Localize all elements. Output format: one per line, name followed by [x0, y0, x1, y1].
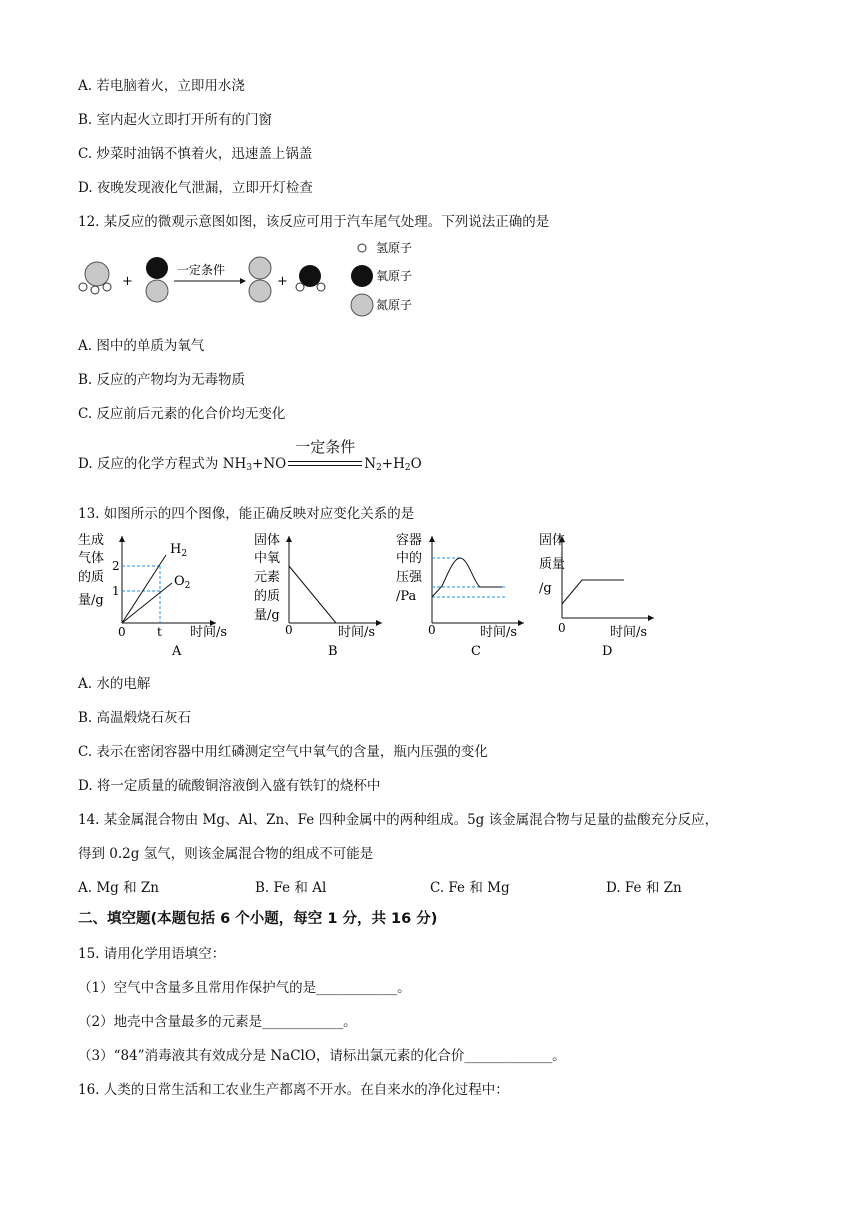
q12-stem: 12. 某反应的微观示意图如图，该反应可用于汽车尾气处理。下列说法正确的是 [78, 214, 550, 230]
svg-text:固体: 固体 [539, 533, 566, 548]
legend-hydrogen: 氢原子 [376, 241, 413, 255]
q11-option-a: A. 若电脑着火，立即用水浇 [78, 78, 245, 94]
svg-text:2: 2 [112, 559, 120, 573]
q14-option-c: C. Fe 和 Mg [430, 880, 510, 896]
svg-text:中氧: 中氧 [254, 551, 281, 566]
no-molecule [146, 257, 168, 302]
svg-text:中的: 中的 [396, 551, 423, 566]
n2-molecule [249, 257, 271, 302]
legend-nitrogen: 氮原子 [376, 298, 413, 312]
svg-text:D: D [602, 644, 613, 659]
q11-option-c: C. 炒菜时油锅不慎着火，迅速盖上锅盖 [78, 146, 313, 162]
q15-stem: 15. 请用化学用语填空： [78, 946, 226, 962]
svg-text:A: A [172, 644, 182, 659]
svg-text:/g: /g [539, 581, 552, 596]
legend-oxygen: 氧原子 [376, 269, 413, 283]
graph-b [254, 532, 382, 659]
q12-option-b: B. 反应的产物均为无毒物质 [78, 372, 246, 388]
q13-graphs [74, 528, 674, 663]
svg-text:生成: 生成 [78, 533, 105, 548]
svg-text:C: C [471, 644, 481, 659]
svg-text:H2: $H_2$ [170, 542, 188, 559]
q14-stem-line2: 得到 0.2g 氢气，则该金属混合物的组成不可能是 [78, 846, 374, 862]
q14-stem-line1: 14. 某金属混合物由 Mg、Al、Zn、Fe 四种金属中的两种组成。5g 该金属混合物与足量的盐酸充分反应， [78, 812, 719, 828]
reaction-diagram [70, 238, 450, 322]
q11-option-d: D. 夜晚发现液化气泄漏，立即开灯检查 [78, 180, 313, 196]
svg-text:t: t [157, 625, 162, 639]
svg-text:/Pa: /Pa [396, 589, 417, 604]
graph-c [396, 533, 524, 659]
svg-text:压强: 压强 [396, 570, 423, 585]
svg-text:时间/s: 时间/s [610, 625, 648, 640]
q13-option-b: B. 高温煅烧石灰石 [78, 710, 192, 726]
svg-text:质量: 质量 [539, 557, 566, 572]
svg-text:1: 1 [112, 584, 120, 598]
q16-stem: 16. 人类的日常生活和工农业生产都离不开水。在自来水的净化过程中： [78, 1082, 509, 1098]
svg-text:的质: 的质 [78, 570, 105, 585]
q12-option-d: D. 反应的化学方程式为 $NH_3+NO$ 一定条件 $N_2+H_2O$ [78, 437, 422, 473]
svg-text:B: B [328, 644, 338, 659]
plus-sign-1: + [122, 274, 133, 289]
svg-text:固体: 固体 [254, 533, 281, 548]
plus-sign-2: + [277, 274, 288, 289]
reaction-condition: 一定条件 [177, 263, 226, 277]
q15-part2: （2）地壳中含量最多的元素是____________。 [78, 1014, 357, 1030]
graph-a [78, 532, 227, 659]
q13-stem: 13. 如图所示的四个图像，能正确反映对应变化关系的是 [78, 506, 415, 522]
equation-condition: 一定条件 [288, 455, 362, 475]
svg-text:0: 0 [428, 623, 436, 637]
svg-text:时间/s: 时间/s [338, 625, 376, 640]
q12-option-a: A. 图中的单质为氧气 [78, 338, 205, 354]
svg-text:元素: 元素 [254, 570, 281, 585]
section-title: 二、填空题(本题包括 6 个小题，每空 1 分，共 16 分) [78, 911, 438, 927]
q14-option-b: B. Fe 和 Al [255, 880, 327, 896]
q14-option-d: D. Fe 和 Zn [606, 880, 682, 896]
q15-part1: （1）空气中含量多且常用作保护气的是____________。 [78, 980, 411, 996]
svg-text:量/g: 量/g [254, 608, 280, 623]
svg-text:的质: 的质 [254, 589, 281, 604]
svg-text:时间/s: 时间/s [190, 625, 228, 640]
svg-text:时间/s: 时间/s [480, 625, 518, 640]
h2o-molecule [296, 265, 325, 291]
graph-d [539, 532, 654, 659]
q13-option-d: D. 将一定质量的硫酸铜溶液倒入盛有铁钉的烧杯中 [78, 778, 381, 794]
nh3-molecule [79, 262, 111, 294]
q13-option-a: A. 水的电解 [78, 676, 151, 692]
legend [351, 241, 412, 316]
q13-option-c: C. 表示在密闭容器中用红磷测定空气中氧气的含量，瓶内压强的变化 [78, 744, 488, 760]
svg-text:量/g: 量/g [78, 593, 104, 608]
q12-option-c: C. 反应前后元素的化合价均无变化 [78, 406, 286, 422]
q11-option-b: B. 室内起火立即打开所有的门窗 [78, 112, 273, 128]
svg-text:O2: $O_2$ [174, 574, 191, 591]
q14-option-a: A. Mg 和 Zn [78, 880, 159, 896]
svg-text:0: 0 [285, 623, 293, 637]
q15-part3: （3）“84”消毒液其有效成分是 NaClO，请标出氯元素的化合价_____________。 [78, 1048, 566, 1064]
svg-text:气体: 气体 [78, 551, 105, 566]
svg-text:0: 0 [558, 621, 566, 635]
svg-text:0: 0 [118, 625, 126, 639]
svg-text:容器: 容器 [396, 533, 423, 548]
